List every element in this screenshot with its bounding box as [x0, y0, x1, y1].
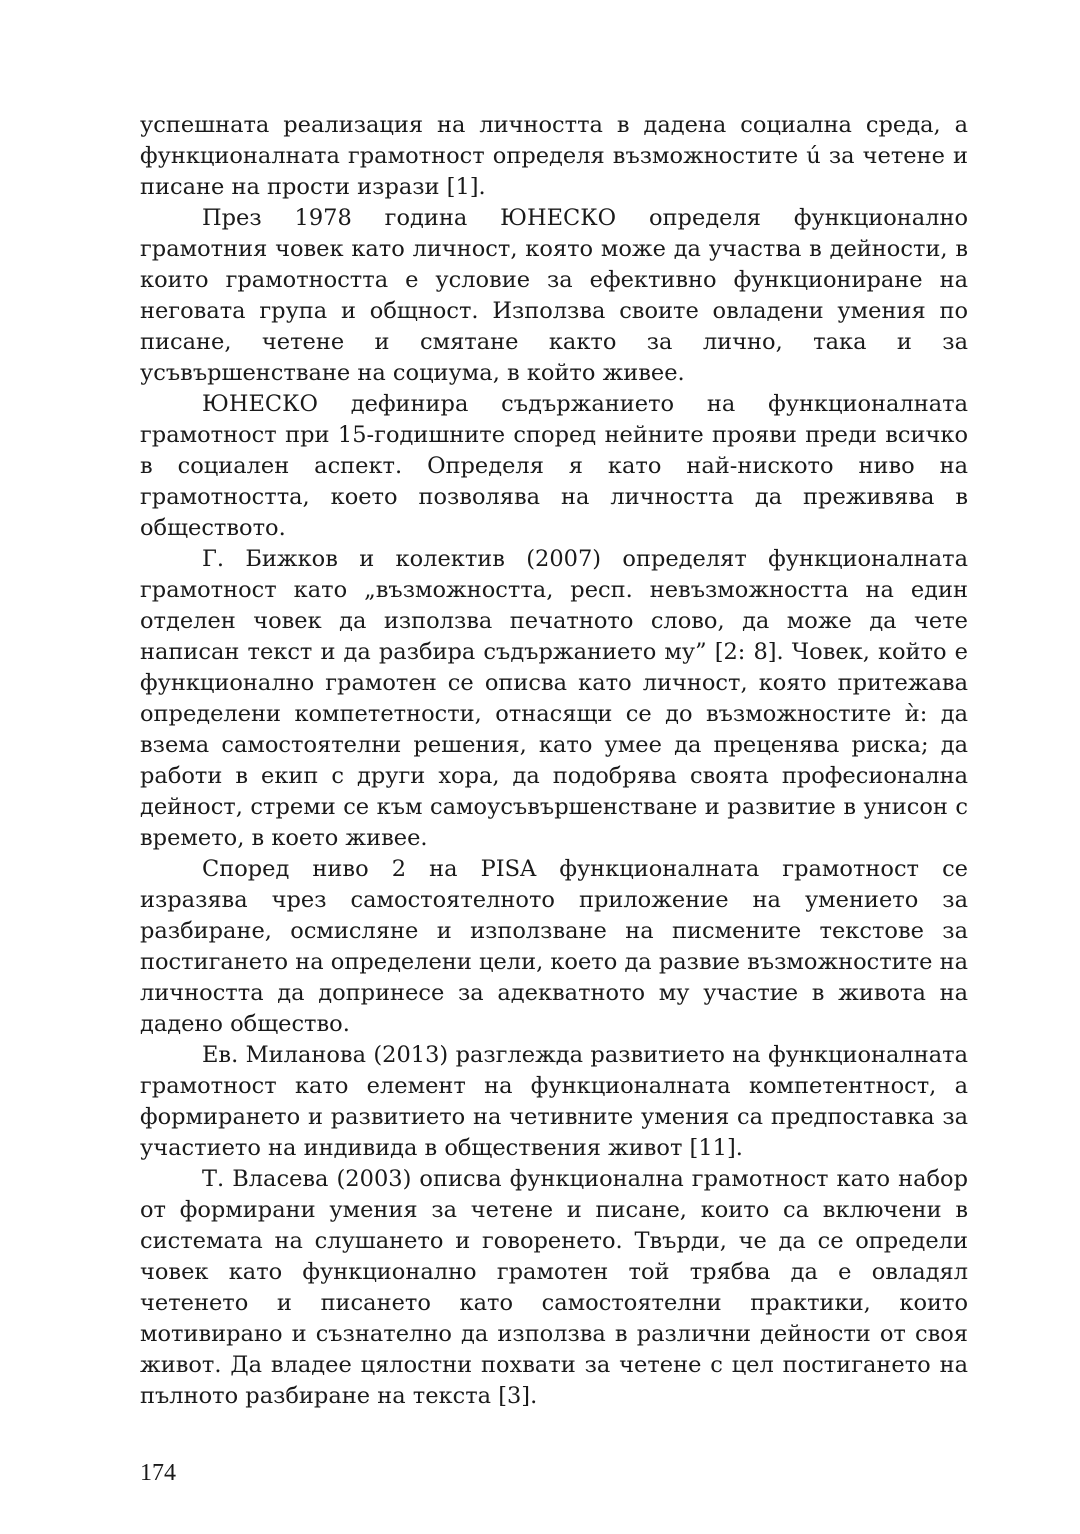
paragraph-pisa: Според ниво 2 на PISA функционалната грамотност се изразява чрез самостоятелното приложение на умението за разбиране, осмисляне и използване на писмените текстове за постигането на определени цели, което да развие възможностите на личността да допринесе за адекватното му участие в живота на дадено общество. — [140, 856, 968, 1037]
paragraph-bizhkov: Г. Бижков и колектив (2007) определят функционалната грамотност като „възможността, респ. невъзможността на един отделен човек да използва печатното слово, да може да чете написан текст и да разбира съдържанието му” [2: 8]. Човек, който е функционално грамотен се описва като личност, която притежава определени компететности, отнасящи се до възможностите ѝ: да взема самостоятелни решения, като умее да преценява риска; да работи в екип с други хора, да подобрява своята професионална дейност, стреми се към самоусъвършенстване и развитие в унисон с времето, в което живее. — [140, 546, 968, 851]
paragraph-unesco-definition: ЮНЕСКО дефинира съдържанието на функционалната грамотност при 15-годишните според нейните прояви преди всичко в социален аспект. Определя я като най-ниското ниво на грамотността, което позволява на личността да преживява в обществото. — [140, 391, 968, 541]
paragraph-unesco-1978: През 1978 година ЮНЕСКО определя функционално грамотния човек като личност, която може да участва в дейности, в които грамотността е условие за ефективно функциониране на неговата група и общност. Използва своите овладени умения по писане, четене и смятане както за лично, така и за усъвършенстване на социума, в който живее. — [140, 205, 968, 386]
paragraph-continued: успешната реализация на личността в дадена социална среда, а функционалната грамотност определя възможностите ú за четене и писане на прости изрази [1]. — [140, 112, 968, 200]
paragraph-milanova: Ев. Миланова (2013) разглежда развитието на функционалната грамотност като елемент на функционалната компетентност, а формирането и развитието на четивните умения са предпоставка за участието на индивида в обществения живот [11]. — [140, 1042, 968, 1161]
paragraph-vlaseva: Т. Власева (2003) описва функционална грамотност като набор от формирани умения за четене и писане, които са включени в системата на слушането и говоренето. Твърди, че да се определи човек като функционално грамотен той трябва да е овладял четенето и писането като самостоятелни практики, които мотивирано и съзнателно да използва в различни дейности от своя живот. Да владее цялостни похвати за четене с цел постигането на пълното разбиране на текста [3]. — [140, 1166, 968, 1409]
page-number: 174 — [140, 1460, 176, 1486]
body-text — [140, 110, 968, 1412]
